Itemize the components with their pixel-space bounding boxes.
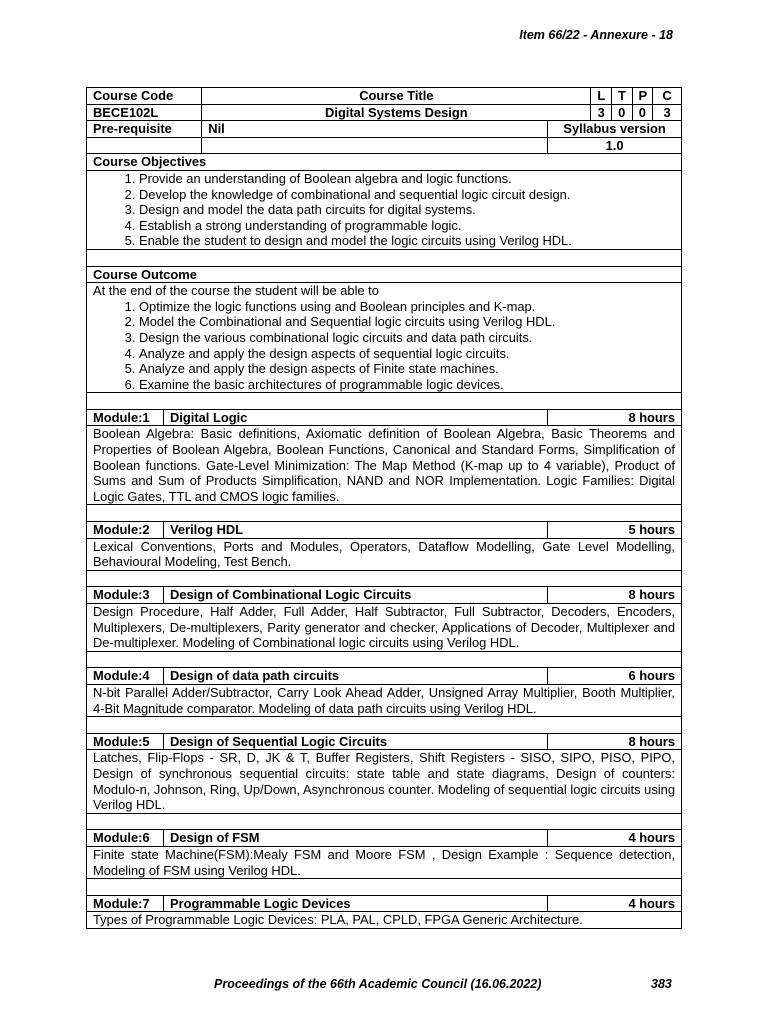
prereq-label: Pre-requisite [87,121,202,138]
objective-item: 3. Design and model the data path circuits for digital systems. [139,202,675,218]
outcome-item: 2. Model the Combinational and Sequential logic circuits using Verilog HDL. [139,314,675,330]
objective-item: 2. Develop the knowledge of combinational and sequential logic circuit design. [139,187,675,203]
module-header-row [87,830,682,847]
module-title: Programmable Logic Devices [170,895,351,911]
syllabus-table [86,87,682,929]
outcome-item: 6. Examine the basic architectures of programmable logic devices. [139,377,675,393]
outcome-item: 1. Optimize the logic functions using and Boolean principles and K-map. [139,299,675,315]
outcome-cell [87,283,682,393]
module-title: Design of FSM [170,830,260,846]
module-number: Module:3 [93,587,164,603]
p-value: 0 [632,104,653,121]
course-title: Digital Systems Design [202,104,591,121]
module-header-row [87,895,682,912]
objective-item: 1. Provide an understanding of Boolean algebra and logic functions. [139,171,675,187]
objectives-list-cell [87,170,682,249]
course-values-row [87,104,682,121]
prereq-row [87,121,682,138]
syllabus-version-value: 1.0 [548,137,682,154]
module-title: Design of data path circuits [170,668,340,684]
module-number: Module:5 [93,734,164,750]
module-number: Module:4 [93,668,164,684]
outcome-list [93,299,675,393]
p-label: P [632,88,653,105]
syllabus-version-label: Syllabus version [548,121,682,138]
module-header-row [87,587,682,604]
module-hours: 8 hours [548,409,682,426]
module-title: Design of Combinational Logic Circuits [170,587,412,603]
module-content: Design Procedure, Half Adder, Full Adder, Half Subtractor, Full Subtractor, Decoders, Encoders, Multiplexers, De-multiplexers, Parity generator and checker, Applications of Decoder, Multiplexer and De-multiplexer. Modeling of Combinational logic circuits using Verilog HDL. [87,604,682,652]
footer-text: Proceedings of the 66th Academic Council (16.06.2022) [214,977,542,991]
module-number: Module:6 [93,830,164,846]
module-header-row [87,409,682,426]
t-label: T [611,88,632,105]
prereq-value: Nil [202,121,548,138]
course-title-label: Course Title [202,88,591,105]
page-number: 383 [651,977,672,991]
objective-item: 5. Enable the student to design and model the logic circuits using Verilog HDL. [139,233,675,249]
module-hours: 8 hours [548,733,682,750]
module-hours: 8 hours [548,587,682,604]
module-content: Lexical Conventions, Ports and Modules, Operators, Dataflow Modelling, Gate Level Modelling, Behavioural Modeling, Test Bench. [87,538,682,570]
module-content: Latches, Flip-Flops - SR, D, JK & T, Buffer Registers, Shift Registers - SISO, SIPO, PISO, PIPO, Design of synchronous sequential circuits: state table and state diagrams, Design of counters: Modulo-n, Johnson, Ring, Up/Down, Asynchronous counter. Modeling of sequential logic circuits using Verilog HDL. [87,750,682,813]
page-header: Item 66/22 - Annexure - 18 [519,28,673,42]
module-hours: 6 hours [548,668,682,685]
l-value: 3 [591,104,612,121]
module-hours: 4 hours [548,895,682,912]
course-code-label: Course Code [87,88,202,105]
module-title: Verilog HDL [170,522,244,538]
module-header-row [87,733,682,750]
objective-item: 4. Establish a strong understanding of programmable logic. [139,218,675,234]
t-value: 0 [611,104,632,121]
l-label: L [591,88,612,105]
outcome-item: 4. Analyze and apply the design aspects of sequential logic circuits. [139,346,675,362]
module-number: Module:7 [93,896,164,912]
module-title: Design of Sequential Logic Circuits [170,733,388,749]
module-content: Types of Programmable Logic Devices: PLA, PAL, CPLD, FPGA Generic Architecture. [87,912,682,929]
module-number: Module:2 [93,522,164,538]
objectives-list [93,171,675,249]
module-content: Finite state Machine(FSM):Mealy FSM and Moore FSM , Design Example : Sequence detection, Modeling of FSM using Verilog HDL. [87,846,682,878]
module-header-row [87,522,682,539]
module-content: N-bit Parallel Adder/Subtractor, Carry Look Ahead Adder, Unsigned Array Multiplier, Booth Multiplier, 4-Bit Magnitude comparator. Modeling of data path circuits using Verilog HDL. [87,684,682,716]
outcome-item: 3. Design the various combinational logic circuits and data path circuits. [139,330,675,346]
objectives-heading: Course Objectives [87,154,682,171]
course-code: BECE102L [87,104,202,121]
module-hours: 5 hours [548,522,682,539]
module-header-row [87,668,682,685]
course-header-row [87,88,682,105]
module-title: Digital Logic [170,409,248,425]
outcome-intro: At the end of the course the student will be able to [93,283,379,299]
module-number: Module:1 [93,410,164,426]
outcome-item: 5. Analyze and apply the design aspects of Finite state machines. [139,361,675,377]
outcome-heading: Course Outcome [87,266,682,283]
c-label: C [653,88,682,105]
module-content: Boolean Algebra: Basic definitions, Axiomatic definition of Boolean Algebra, Basic Theorems and Properties of Boolean Algebra, Boolean Functions, Canonical and Standard Forms, Simplification of Boolean functions. Gate-Level Minimization: The Map Method (K-map up to 4 variable), Product of Sums and Sum of Products Simplification, NAND and NOR Implementation. Logic Families: Digital Logic Gates, TTL and CMOS logic families. [87,426,682,505]
c-value: 3 [653,104,682,121]
module-hours: 4 hours [548,830,682,847]
syllabus-version-row [87,137,682,154]
